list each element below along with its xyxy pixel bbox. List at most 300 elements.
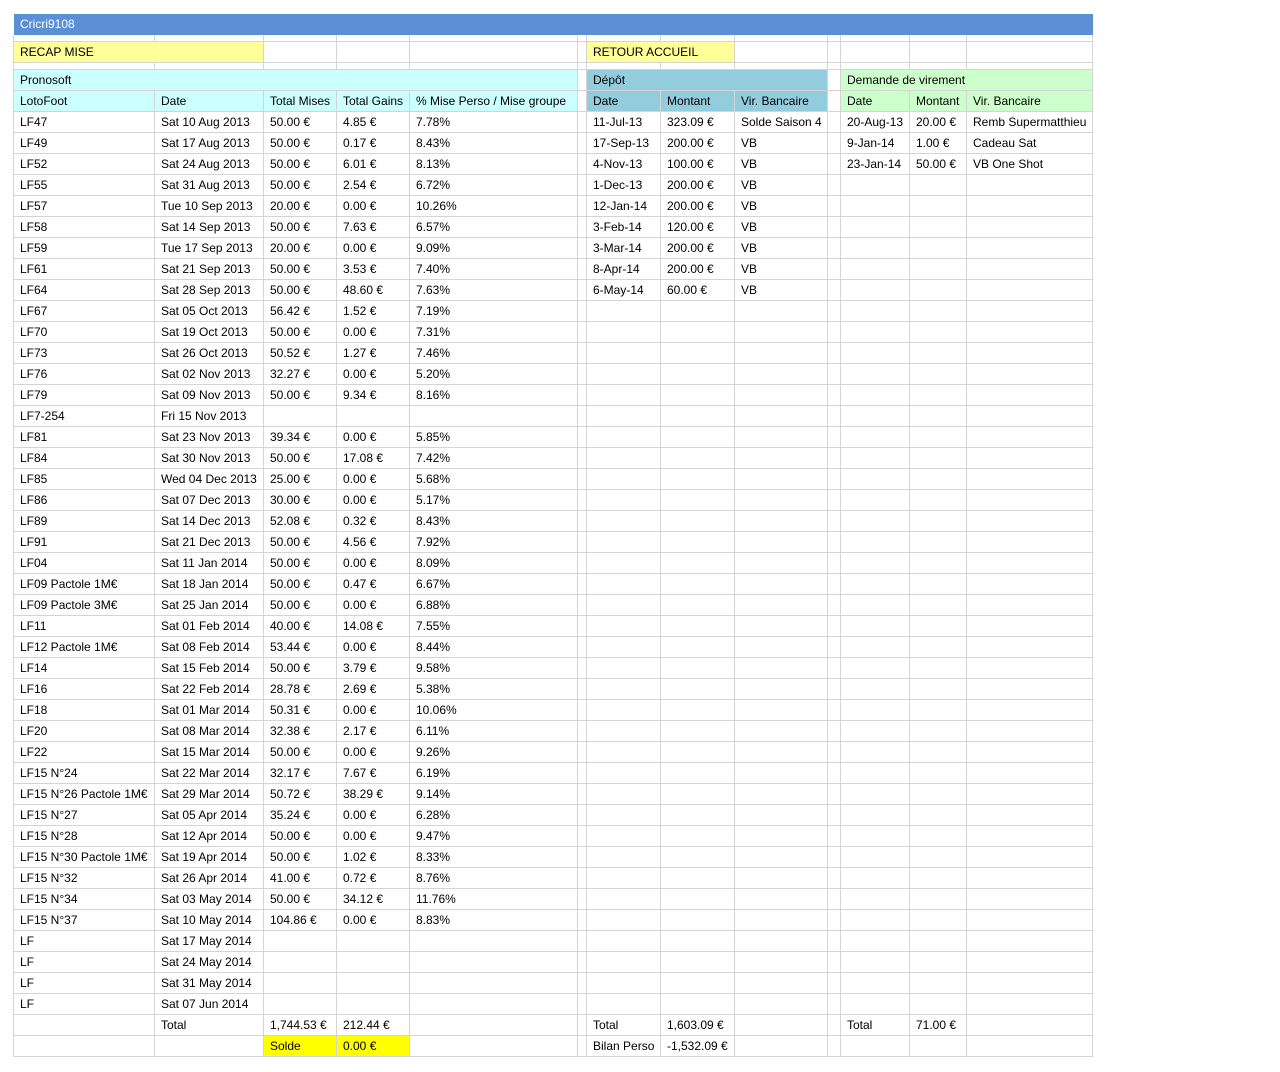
pronosoft-cell: 11.76%: [410, 889, 578, 910]
pronosoft-cell: Sat 12 Apr 2014: [155, 826, 264, 847]
pronosoft-cell: 50.00 €: [264, 826, 337, 847]
empty-cell: [910, 238, 967, 259]
pronosoft-cell: 9.26%: [410, 742, 578, 763]
pronosoft-cell: Sat 10 May 2014: [155, 910, 264, 931]
virement-cell: 20.00 €: [910, 112, 967, 133]
empty-cell: [841, 994, 910, 1015]
empty-cell: [910, 910, 967, 931]
empty-cell: [828, 1036, 841, 1057]
empty-cell: [578, 322, 587, 343]
empty-cell: [967, 553, 1093, 574]
depot-cell: 100.00 €: [661, 154, 735, 175]
empty-cell: [661, 343, 735, 364]
empty-cell: [587, 322, 661, 343]
empty-cell: [967, 469, 1093, 490]
pronosoft-cell: Sat 29 Mar 2014: [155, 784, 264, 805]
pronosoft-cell: 6.19%: [410, 763, 578, 784]
empty-cell: [841, 742, 910, 763]
depot-cell: VB: [735, 196, 828, 217]
empty-cell: [841, 196, 910, 217]
empty-cell: [841, 238, 910, 259]
pronosoft-cell: [410, 994, 578, 1015]
depot-cell: 120.00 €: [661, 217, 735, 238]
pronosoft-cell: LF15 N°30 Pactole 1M€: [14, 847, 155, 868]
empty-cell: [587, 826, 661, 847]
pronosoft-header: Total Mises: [264, 91, 337, 112]
empty-cell: [587, 595, 661, 616]
pronosoft-cell: Sat 31 May 2014: [155, 973, 264, 994]
empty-cell: [661, 616, 735, 637]
depot-cell: 60.00 €: [661, 280, 735, 301]
empty-cell: [735, 574, 828, 595]
empty-cell: [661, 910, 735, 931]
empty-cell: [828, 973, 841, 994]
empty-cell: [910, 994, 967, 1015]
empty-cell: [841, 427, 910, 448]
empty-cell: [910, 574, 967, 595]
pronosoft-cell: Sat 26 Oct 2013: [155, 343, 264, 364]
empty-cell: [828, 63, 841, 70]
empty-cell: [578, 805, 587, 826]
pronosoft-cell: 52.08 €: [264, 511, 337, 532]
depot-cell: 200.00 €: [661, 238, 735, 259]
pronosoft-cell: LF: [14, 931, 155, 952]
empty-cell: [587, 847, 661, 868]
empty-cell: [587, 301, 661, 322]
empty-cell: [967, 637, 1093, 658]
virement-total-value: 71.00 €: [910, 1015, 967, 1036]
pronosoft-cell: Sat 18 Jan 2014: [155, 574, 264, 595]
pronosoft-cell: LF70: [14, 322, 155, 343]
empty-cell: [735, 42, 828, 63]
empty-cell: [910, 679, 967, 700]
pronosoft-cell: 50.00 €: [264, 112, 337, 133]
pronosoft-cell: 34.12 €: [337, 889, 410, 910]
empty-cell: [910, 700, 967, 721]
empty-cell: [828, 574, 841, 595]
empty-cell: [578, 931, 587, 952]
pronosoft-cell: 50.72 €: [264, 784, 337, 805]
pronosoft-cell: Sat 05 Oct 2013: [155, 301, 264, 322]
empty-cell: [578, 385, 587, 406]
pronosoft-cell: Fri 15 Nov 2013: [155, 406, 264, 427]
empty-cell: [841, 616, 910, 637]
empty-cell: [967, 826, 1093, 847]
pronosoft-cell: LF47: [14, 112, 155, 133]
pronosoft-cell: Sat 08 Feb 2014: [155, 637, 264, 658]
pronosoft-cell: [410, 406, 578, 427]
depot-cell: 200.00 €: [661, 259, 735, 280]
pronosoft-cell: [337, 952, 410, 973]
pronosoft-cell: 0.32 €: [337, 511, 410, 532]
empty-cell: [967, 1036, 1093, 1057]
empty-cell: [910, 35, 967, 42]
empty-cell: [841, 532, 910, 553]
pronosoft-cell: LF61: [14, 259, 155, 280]
empty-cell: [828, 931, 841, 952]
pronosoft-total-mises: 1,744.53 €: [264, 1015, 337, 1036]
empty-cell: [828, 637, 841, 658]
solde-label: Solde: [264, 1036, 337, 1057]
pronosoft-cell: Sat 23 Nov 2013: [155, 427, 264, 448]
pronosoft-cell: Sat 17 May 2014: [155, 931, 264, 952]
empty-cell: [587, 973, 661, 994]
empty-cell: [735, 406, 828, 427]
empty-cell: [828, 385, 841, 406]
pronosoft-cell: LF67: [14, 301, 155, 322]
empty-cell: [578, 910, 587, 931]
pronosoft-cell: Sat 02 Nov 2013: [155, 364, 264, 385]
empty-cell: [735, 35, 828, 42]
empty-cell: [828, 196, 841, 217]
empty-cell: [828, 721, 841, 742]
empty-cell: [910, 637, 967, 658]
pronosoft-cell: 6.72%: [410, 175, 578, 196]
empty-cell: [578, 658, 587, 679]
empty-cell: [735, 343, 828, 364]
pronosoft-cell: [410, 973, 578, 994]
empty-cell: [828, 42, 841, 63]
empty-cell: [967, 742, 1093, 763]
empty-cell: [841, 63, 910, 70]
pronosoft-cell: 4.56 €: [337, 532, 410, 553]
empty-cell: [578, 679, 587, 700]
empty-cell: [587, 889, 661, 910]
pronosoft-cell: 50.00 €: [264, 595, 337, 616]
pronosoft-cell: 0.00 €: [337, 700, 410, 721]
empty-cell: [910, 364, 967, 385]
empty-cell: [735, 637, 828, 658]
pronosoft-cell: 40.00 €: [264, 616, 337, 637]
pronosoft-cell: 9.47%: [410, 826, 578, 847]
depot-title: Dépôt: [587, 70, 828, 91]
empty-cell: [578, 532, 587, 553]
retour-accueil-button[interactable]: RETOUR ACCUEIL: [587, 42, 735, 63]
empty-cell: [578, 952, 587, 973]
empty-cell: [587, 616, 661, 637]
empty-cell: [967, 658, 1093, 679]
pronosoft-cell: 6.11%: [410, 721, 578, 742]
empty-cell: [735, 553, 828, 574]
depot-cell: 11-Jul-13: [587, 112, 661, 133]
empty-cell: [910, 322, 967, 343]
pronosoft-cell: 50.52 €: [264, 343, 337, 364]
empty-cell: [967, 994, 1093, 1015]
empty-cell: [967, 1015, 1093, 1036]
pronosoft-cell: LF: [14, 952, 155, 973]
empty-cell: [841, 721, 910, 742]
empty-cell: [14, 1036, 155, 1057]
empty-cell: [967, 616, 1093, 637]
empty-cell: [661, 931, 735, 952]
empty-cell: [587, 805, 661, 826]
pronosoft-cell: LF86: [14, 490, 155, 511]
empty-cell: [841, 280, 910, 301]
empty-cell: [587, 490, 661, 511]
empty-cell: [578, 1036, 587, 1057]
pronosoft-cell: 6.01 €: [337, 154, 410, 175]
empty-cell: [910, 721, 967, 742]
pronosoft-header: LotoFoot: [14, 91, 155, 112]
empty-cell: [841, 637, 910, 658]
empty-cell: [910, 616, 967, 637]
pronosoft-cell: 6.28%: [410, 805, 578, 826]
pronosoft-cell: Sat 30 Nov 2013: [155, 448, 264, 469]
empty-cell: [828, 868, 841, 889]
empty-cell: [735, 826, 828, 847]
empty-cell: [910, 742, 967, 763]
empty-cell: [578, 70, 587, 91]
empty-cell: [910, 490, 967, 511]
empty-cell: [735, 784, 828, 805]
pronosoft-cell: Sat 31 Aug 2013: [155, 175, 264, 196]
depot-cell: VB: [735, 175, 828, 196]
empty-cell: [910, 952, 967, 973]
empty-cell: [841, 406, 910, 427]
recap-mise-button[interactable]: RECAP MISE: [14, 42, 264, 63]
empty-cell: [910, 931, 967, 952]
pronosoft-cell: LF55: [14, 175, 155, 196]
empty-cell: [841, 42, 910, 63]
empty-cell: [910, 658, 967, 679]
empty-cell: [967, 490, 1093, 511]
pronosoft-cell: 9.14%: [410, 784, 578, 805]
empty-cell: [264, 42, 337, 63]
empty-cell: [841, 952, 910, 973]
pronosoft-cell: LF15 N°37: [14, 910, 155, 931]
empty-cell: [661, 658, 735, 679]
pronosoft-cell: 0.00 €: [337, 595, 410, 616]
empty-cell: [578, 217, 587, 238]
empty-cell: [967, 322, 1093, 343]
empty-cell: [587, 63, 661, 70]
empty-cell: [967, 427, 1093, 448]
empty-cell: [661, 427, 735, 448]
pronosoft-cell: 0.00 €: [337, 427, 410, 448]
empty-cell: [967, 805, 1093, 826]
empty-cell: [841, 973, 910, 994]
pronosoft-cell: Sat 03 May 2014: [155, 889, 264, 910]
pronosoft-cell: 2.54 €: [337, 175, 410, 196]
empty-cell: [841, 847, 910, 868]
empty-cell: [661, 448, 735, 469]
empty-cell: [661, 994, 735, 1015]
empty-cell: [587, 35, 661, 42]
empty-cell: [735, 910, 828, 931]
pronosoft-cell: 50.00 €: [264, 280, 337, 301]
virement-cell: 9-Jan-14: [841, 133, 910, 154]
pronosoft-cell: 7.31%: [410, 322, 578, 343]
empty-cell: [587, 637, 661, 658]
empty-cell: [967, 63, 1093, 70]
empty-cell: [910, 280, 967, 301]
empty-cell: [587, 784, 661, 805]
empty-cell: [967, 280, 1093, 301]
pronosoft-total-gains: 212.44 €: [337, 1015, 410, 1036]
pronosoft-cell: 0.00 €: [337, 910, 410, 931]
empty-cell: [337, 42, 410, 63]
virement-title: Demande de virement: [841, 70, 1093, 91]
pronosoft-cell: 50.00 €: [264, 847, 337, 868]
pronosoft-cell: LF84: [14, 448, 155, 469]
empty-cell: [828, 616, 841, 637]
pronosoft-cell: 41.00 €: [264, 868, 337, 889]
pronosoft-cell: 50.00 €: [264, 217, 337, 238]
pronosoft-cell: 53.44 €: [264, 637, 337, 658]
empty-cell: [967, 42, 1093, 63]
pronosoft-cell: 0.00 €: [337, 826, 410, 847]
empty-cell: [587, 763, 661, 784]
empty-cell: [578, 553, 587, 574]
empty-cell: [841, 364, 910, 385]
empty-cell: [828, 889, 841, 910]
empty-cell: [587, 469, 661, 490]
empty-cell: [841, 595, 910, 616]
pronosoft-cell: LF79: [14, 385, 155, 406]
empty-cell: [910, 175, 967, 196]
empty-cell: [337, 35, 410, 42]
depot-header: Vir. Bancaire: [735, 91, 828, 112]
empty-cell: [578, 154, 587, 175]
empty-cell: [410, 1015, 578, 1036]
pronosoft-cell: Sat 07 Jun 2014: [155, 994, 264, 1015]
empty-cell: [967, 175, 1093, 196]
pronosoft-cell: LF14: [14, 658, 155, 679]
bilan-perso-label: Bilan Perso: [587, 1036, 661, 1057]
pronosoft-cell: 9.34 €: [337, 385, 410, 406]
pronosoft-cell: [264, 952, 337, 973]
empty-cell: [410, 63, 578, 70]
empty-cell: [578, 280, 587, 301]
pronosoft-cell: 0.00 €: [337, 637, 410, 658]
pronosoft-cell: 2.17 €: [337, 721, 410, 742]
empty-cell: [587, 952, 661, 973]
empty-cell: [828, 994, 841, 1015]
empty-cell: [735, 63, 828, 70]
empty-cell: [578, 238, 587, 259]
empty-cell: [661, 763, 735, 784]
empty-cell: [155, 63, 264, 70]
pronosoft-cell: LF09 Pactole 3M€: [14, 595, 155, 616]
empty-cell: [578, 427, 587, 448]
empty-cell: [841, 1036, 910, 1057]
pronosoft-cell: 8.09%: [410, 553, 578, 574]
pronosoft-cell: 56.42 €: [264, 301, 337, 322]
pronosoft-cell: [337, 931, 410, 952]
empty-cell: [587, 868, 661, 889]
depot-cell: 3-Feb-14: [587, 217, 661, 238]
empty-cell: [578, 175, 587, 196]
empty-cell: [910, 217, 967, 238]
empty-cell: [578, 847, 587, 868]
pronosoft-cell: 7.63%: [410, 280, 578, 301]
depot-cell: 12-Jan-14: [587, 196, 661, 217]
depot-cell: 8-Apr-14: [587, 259, 661, 280]
empty-cell: [410, 1036, 578, 1057]
pronosoft-cell: 8.43%: [410, 511, 578, 532]
pronosoft-cell: 35.24 €: [264, 805, 337, 826]
pronosoft-cell: LF57: [14, 196, 155, 217]
empty-cell: [841, 385, 910, 406]
pronosoft-cell: 7.67 €: [337, 763, 410, 784]
empty-cell: [587, 721, 661, 742]
pronosoft-cell: 0.17 €: [337, 133, 410, 154]
empty-cell: [828, 700, 841, 721]
empty-cell: [828, 154, 841, 175]
pronosoft-cell: Sat 28 Sep 2013: [155, 280, 264, 301]
pronosoft-cell: 32.17 €: [264, 763, 337, 784]
pronosoft-cell: LF58: [14, 217, 155, 238]
pronosoft-cell: 50.00 €: [264, 658, 337, 679]
empty-cell: [661, 847, 735, 868]
empty-cell: [587, 532, 661, 553]
empty-cell: [841, 931, 910, 952]
empty-cell: [578, 490, 587, 511]
empty-cell: [661, 490, 735, 511]
empty-cell: [410, 42, 578, 63]
empty-cell: [14, 1015, 155, 1036]
empty-cell: [841, 35, 910, 42]
empty-cell: [661, 385, 735, 406]
empty-cell: [828, 532, 841, 553]
empty-cell: [828, 658, 841, 679]
pronosoft-cell: Sat 15 Feb 2014: [155, 658, 264, 679]
empty-cell: [578, 616, 587, 637]
empty-cell: [967, 364, 1093, 385]
empty-cell: [578, 91, 587, 112]
empty-cell: [828, 301, 841, 322]
pronosoft-cell: Tue 17 Sep 2013: [155, 238, 264, 259]
pronosoft-cell: 17.08 €: [337, 448, 410, 469]
pronosoft-cell: 7.63 €: [337, 217, 410, 238]
empty-cell: [735, 889, 828, 910]
pronosoft-cell: 5.38%: [410, 679, 578, 700]
empty-cell: [841, 910, 910, 931]
pronosoft-cell: Sat 21 Sep 2013: [155, 259, 264, 280]
pronosoft-cell: 3.79 €: [337, 658, 410, 679]
empty-cell: [735, 385, 828, 406]
empty-cell: [661, 511, 735, 532]
pronosoft-cell: Sat 05 Apr 2014: [155, 805, 264, 826]
empty-cell: [735, 469, 828, 490]
empty-cell: [587, 742, 661, 763]
empty-cell: [841, 805, 910, 826]
pronosoft-cell: Sat 09 Nov 2013: [155, 385, 264, 406]
depot-total-value: 1,603.09 €: [661, 1015, 735, 1036]
empty-cell: [828, 910, 841, 931]
pronosoft-cell: LF49: [14, 133, 155, 154]
virement-header: Montant: [910, 91, 967, 112]
empty-cell: [578, 133, 587, 154]
pronosoft-cell: LF15 N°27: [14, 805, 155, 826]
pronosoft-cell: [264, 994, 337, 1015]
empty-cell: [828, 175, 841, 196]
pronosoft-cell: LF20: [14, 721, 155, 742]
pronosoft-cell: 0.00 €: [337, 490, 410, 511]
virement-cell: 50.00 €: [910, 154, 967, 175]
empty-cell: [661, 301, 735, 322]
empty-cell: [841, 259, 910, 280]
empty-cell: [841, 700, 910, 721]
empty-cell: [828, 343, 841, 364]
pronosoft-cell: Sat 14 Dec 2013: [155, 511, 264, 532]
empty-cell: [578, 595, 587, 616]
empty-cell: [661, 406, 735, 427]
empty-cell: [967, 952, 1093, 973]
pronosoft-cell: Sat 25 Jan 2014: [155, 595, 264, 616]
bilan-perso-value: -1,532.09 €: [661, 1036, 735, 1057]
empty-cell: [410, 35, 578, 42]
